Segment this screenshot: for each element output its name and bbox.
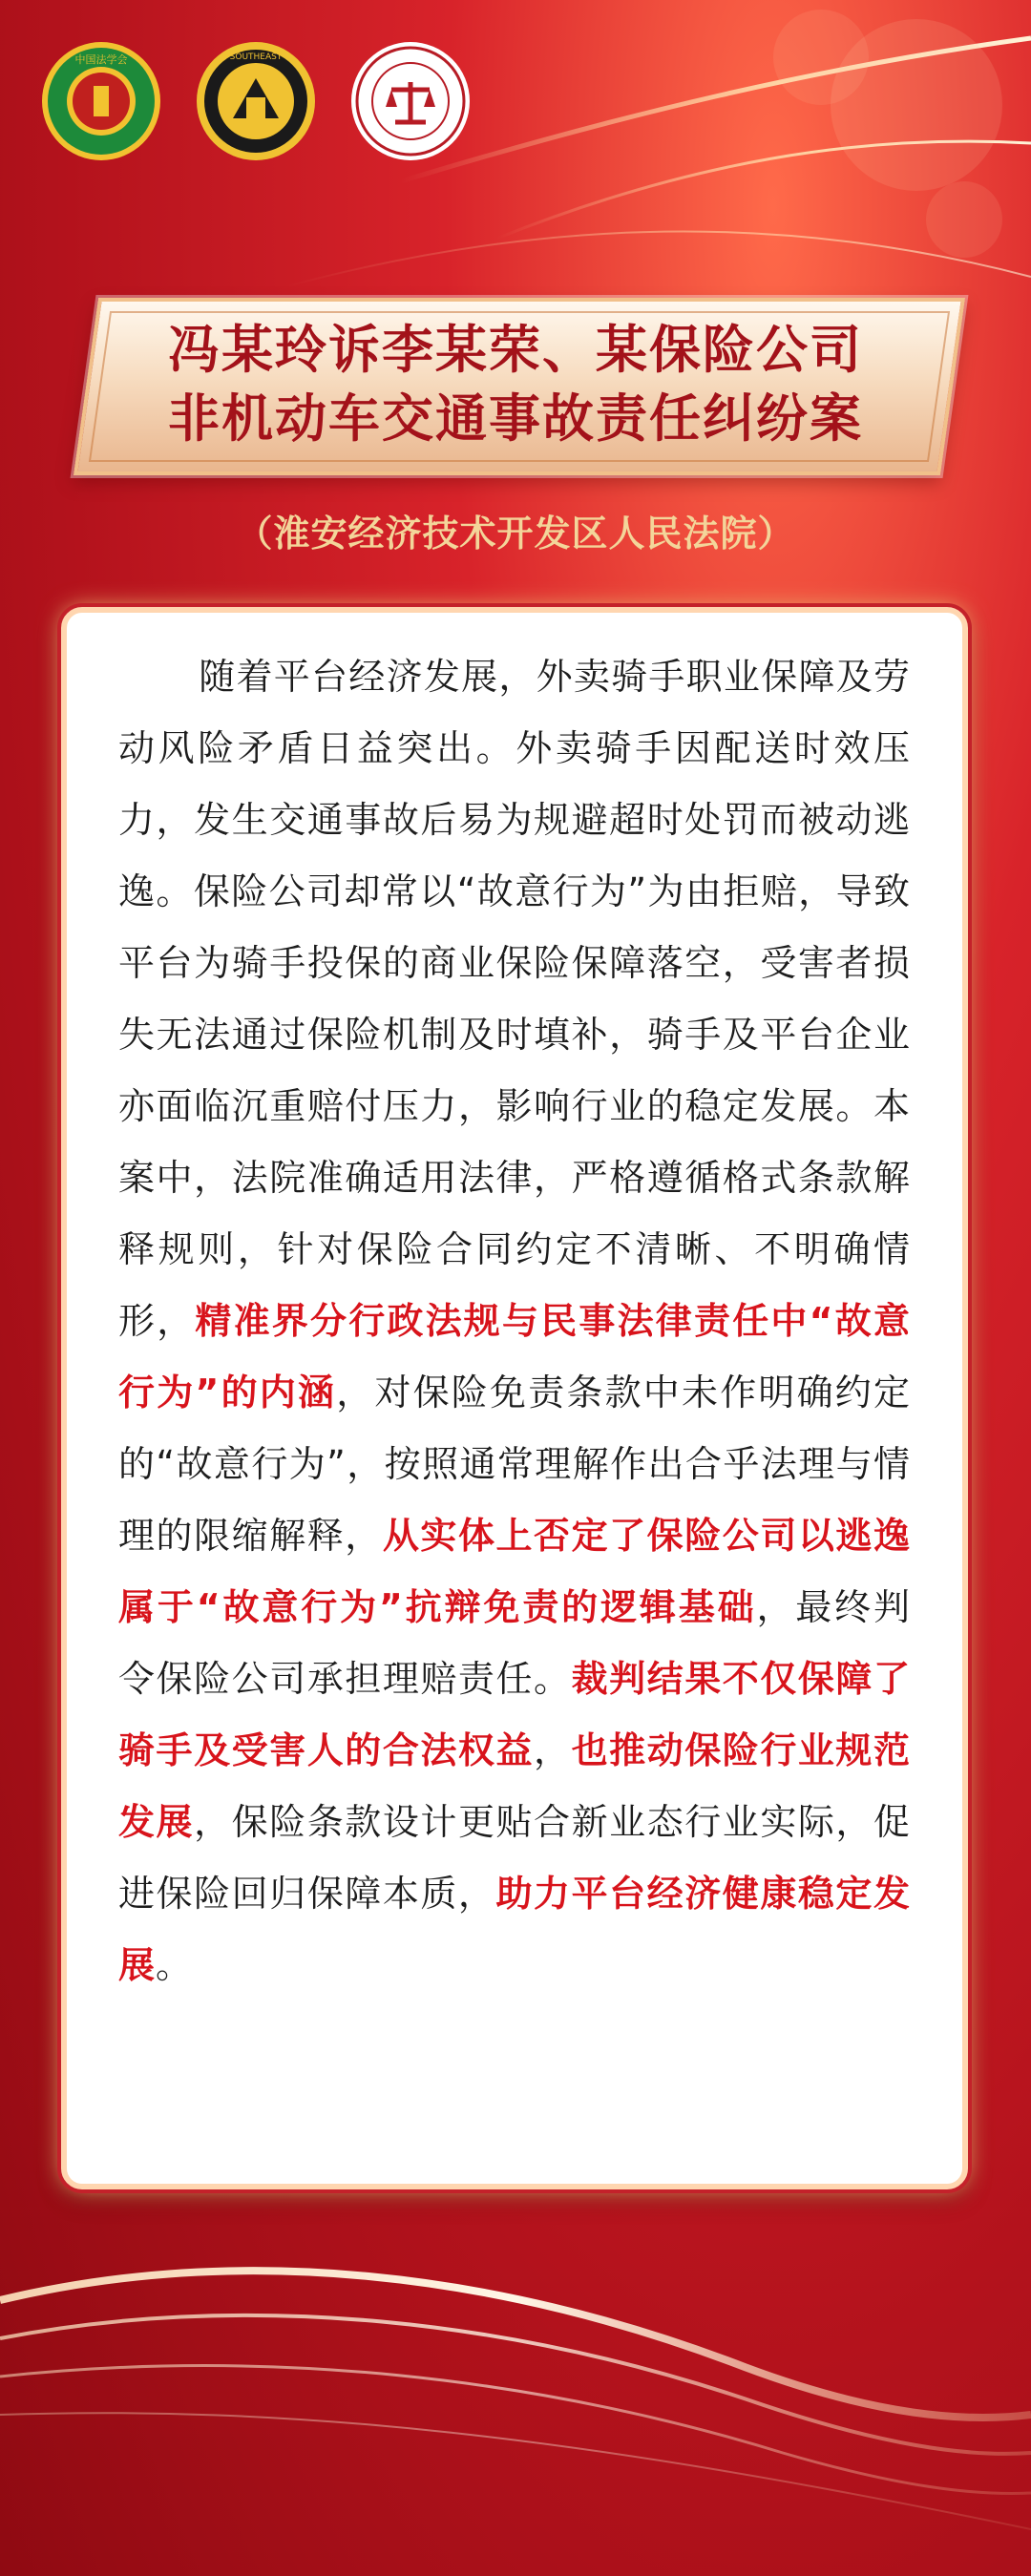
case-title [86,315,945,452]
case-title-line-1: 冯某玲诉李某荣、某保险公司 [168,319,863,380]
bottom-light-swoosh [0,2186,1031,2576]
highlight-1: 精准界分行政法规与民事法律责任中“故意行为”的内涵 [118,1300,911,1414]
body-text-3: ，最终判令保险公司承担理赔责任。 [118,1586,911,1700]
southeast-university-logo [195,40,317,162]
body-text-6: 。 [156,1944,194,1986]
body-text-4: ， [534,1729,572,1771]
body-text-1: 随着平台经济发展，外卖骑手职业保障及劳动风险矛盾日益突出。外卖骑手因配送时效压力，发生交通事故后易为规避超时处罚而被动逃逸。保险公司却常以“故意行为”为由拒赔，导致平台为骑手投保的商业保险保障落空，受害者损失无法通过保险机制及时填补，骑手及平台企业亦面临沉重赔付压力，影响行业的稳定发展。本案中，法院准确适用法律，严格遵循格式条款解释规则，针对保险合同约定不清晰、不明确情形， [118,656,911,1342]
highlight-2: 从实体上否定了保险公司以逃逸属于“故意行为”抗辩免责的逻辑基础 [118,1515,911,1628]
body-text-2: ，对保险免责条款中未作明确约定的“故意行为”，按照通常理解作出合乎法理与情理的限缩解释， [118,1372,911,1557]
logo-row [40,40,472,164]
body-text-5: ，保险条款设计更贴合新业态行业实际，促进保险回归保障本质， [118,1801,911,1915]
highlight-5: 助力平台经济健康稳定发展 [118,1873,911,1986]
court-name: （淮安经济技术开发区人民法院） [236,512,795,555]
svg-text:中国法学会: 中国法学会 [74,53,128,66]
case-summary-paragraph [118,641,911,2001]
china-law-society-logo [40,40,162,162]
highlight-3: 裁判结果不仅保障了骑手及受害人的合法权益 [118,1658,911,1771]
highlight-4: 也推动保险行业规范发展 [118,1729,911,1843]
svg-text:SOUTHEAST: SOUTHEAST [229,52,283,62]
case-title-line-2: 非机动车交通事故责任纠纷案 [168,387,863,449]
southeast-university-law-school-logo [349,40,472,162]
